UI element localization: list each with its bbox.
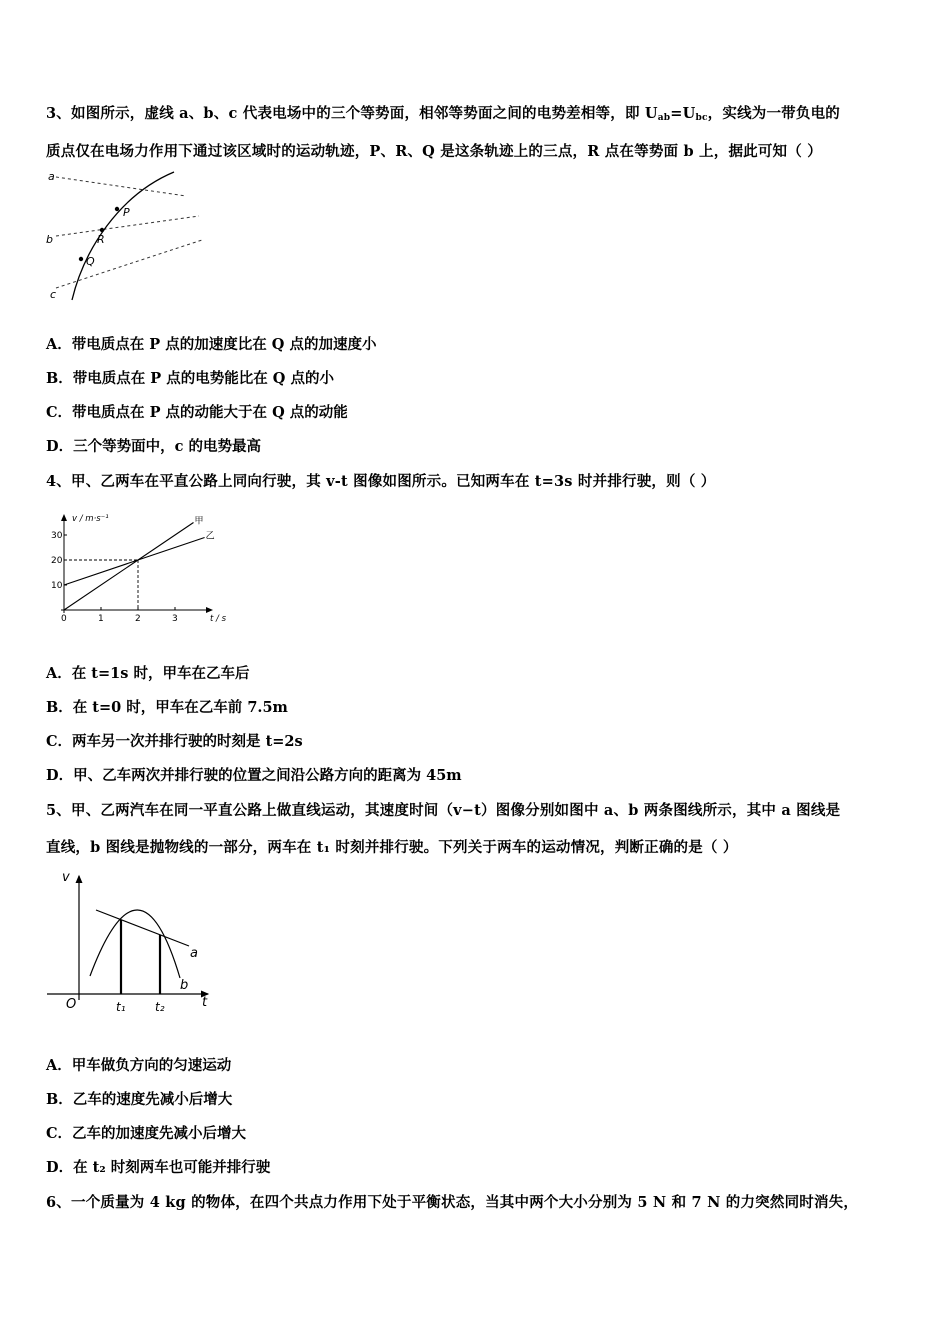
q3-option-a: A．带电质点在 P 点的加速度比在 Q 点的加速度小 xyxy=(46,336,377,353)
series-label-jia: 甲 xyxy=(194,516,204,527)
x-tick-label: 2 xyxy=(135,614,141,624)
q3-option-d: D．三个等势面中，c 的电势最高 xyxy=(46,438,261,455)
q4-stem-line1: 4、甲、乙两车在平直公路上同向行驶，其 v-t 图像如图所示。已知两车在 t=3s 时并排行驶，则（ ） xyxy=(46,473,716,490)
q3-figure xyxy=(44,170,209,305)
label-v: v xyxy=(62,870,70,885)
q3-stem-line2: 质点仅在电场力作用下通过该区域时的运动轨迹，P、R、Q 是这条轨迹上的三点，R 点在等势面 b 上，据此可知（ ） xyxy=(46,143,822,160)
x-axis-label: t / s xyxy=(210,614,227,624)
series-label-yi: 乙 xyxy=(205,531,215,542)
q4-option-c: C．两车另一次并排行驶的时刻是 t=2s xyxy=(46,733,303,750)
q3-option-c: C．带电质点在 P 点的动能大于在 Q 点的动能 xyxy=(46,404,348,421)
label-a: a xyxy=(190,946,198,961)
q5-option-c: C．乙车的加速度先减小后增大 xyxy=(46,1125,247,1142)
series-line-jia xyxy=(64,523,194,611)
point-Q xyxy=(79,257,83,261)
q4-option-d: D．甲、乙车两次并排行驶的位置之间沿公路方向的距离为 45m xyxy=(46,767,462,784)
equipotential-a xyxy=(56,177,186,196)
q4-option-b: B．在 t=0 时，甲车在乙车前 7.5m xyxy=(46,699,288,716)
label-a: a xyxy=(48,170,55,183)
label-b: b xyxy=(46,233,53,246)
y-tick-label: 20 xyxy=(51,556,63,566)
x-tick-label: 0 xyxy=(61,614,67,624)
line-a xyxy=(96,910,189,946)
label-origin: O xyxy=(66,997,77,1012)
x-tick-label: 1 xyxy=(98,614,104,624)
y-tick-label: 30 xyxy=(51,531,63,541)
q5-option-b: B．乙车的速度先减小后增大 xyxy=(46,1091,233,1108)
q5-vt-figure xyxy=(44,868,224,1023)
q4-option-a: A．在 t=1s 时，甲车在乙车后 xyxy=(46,665,250,682)
label-R: R xyxy=(97,233,105,246)
label-Q: Q xyxy=(86,255,95,268)
label-c: c xyxy=(50,288,57,301)
q4-vt-chart xyxy=(44,500,227,630)
q3-stem-line1: 3、如图所示，虚线 a、b、c 代表电场中的三个等势面，相邻等势面之间的电势差相等，即 $U_{ab}=U_{bc}$，实线为一带负电的 xyxy=(46,105,840,123)
label-b: b xyxy=(180,978,189,993)
series-line-yi xyxy=(64,538,205,586)
y-axis-label: v / m·s⁻¹ xyxy=(72,514,109,524)
y-tick-label: 10 xyxy=(51,581,63,591)
label-t: t xyxy=(202,995,208,1010)
point-R xyxy=(100,228,104,232)
x-tick-label: 3 xyxy=(172,614,178,624)
q5-stem-line2: 直线，b 图线是抛物线的一部分，两车在 t₁ 时刻并排行驶。下列关于两车的运动情况，判断正确的是（ ） xyxy=(46,839,738,856)
curve-b xyxy=(90,910,180,978)
q3-option-b: B．带电质点在 P 点的电势能比在 Q 点的小 xyxy=(46,370,334,387)
label-t2: t₂ xyxy=(155,1000,165,1014)
q5-option-a: A．甲车做负方向的匀速运动 xyxy=(46,1057,232,1074)
equipotential-b xyxy=(56,216,199,236)
label-t1: t₁ xyxy=(116,1000,126,1014)
q5-stem-line1: 5、甲、乙两汽车在同一平直公路上做直线运动，其速度时间（v−t）图像分别如图中 a、b 两条图线所示，其中 a 图线是 xyxy=(46,802,841,819)
q6-stem-line1: 6、一个质量为 4 kg 的物体，在四个共点力作用下处于平衡状态，当其中两个大小分别为 5 N 和 7 N 的力突然同时消失， xyxy=(46,1194,859,1211)
point-P xyxy=(115,207,119,211)
label-P: P xyxy=(123,206,130,219)
q5-option-d: D．在 t₂ 时刻两车也可能并排行驶 xyxy=(46,1159,271,1176)
trajectory xyxy=(72,172,174,300)
